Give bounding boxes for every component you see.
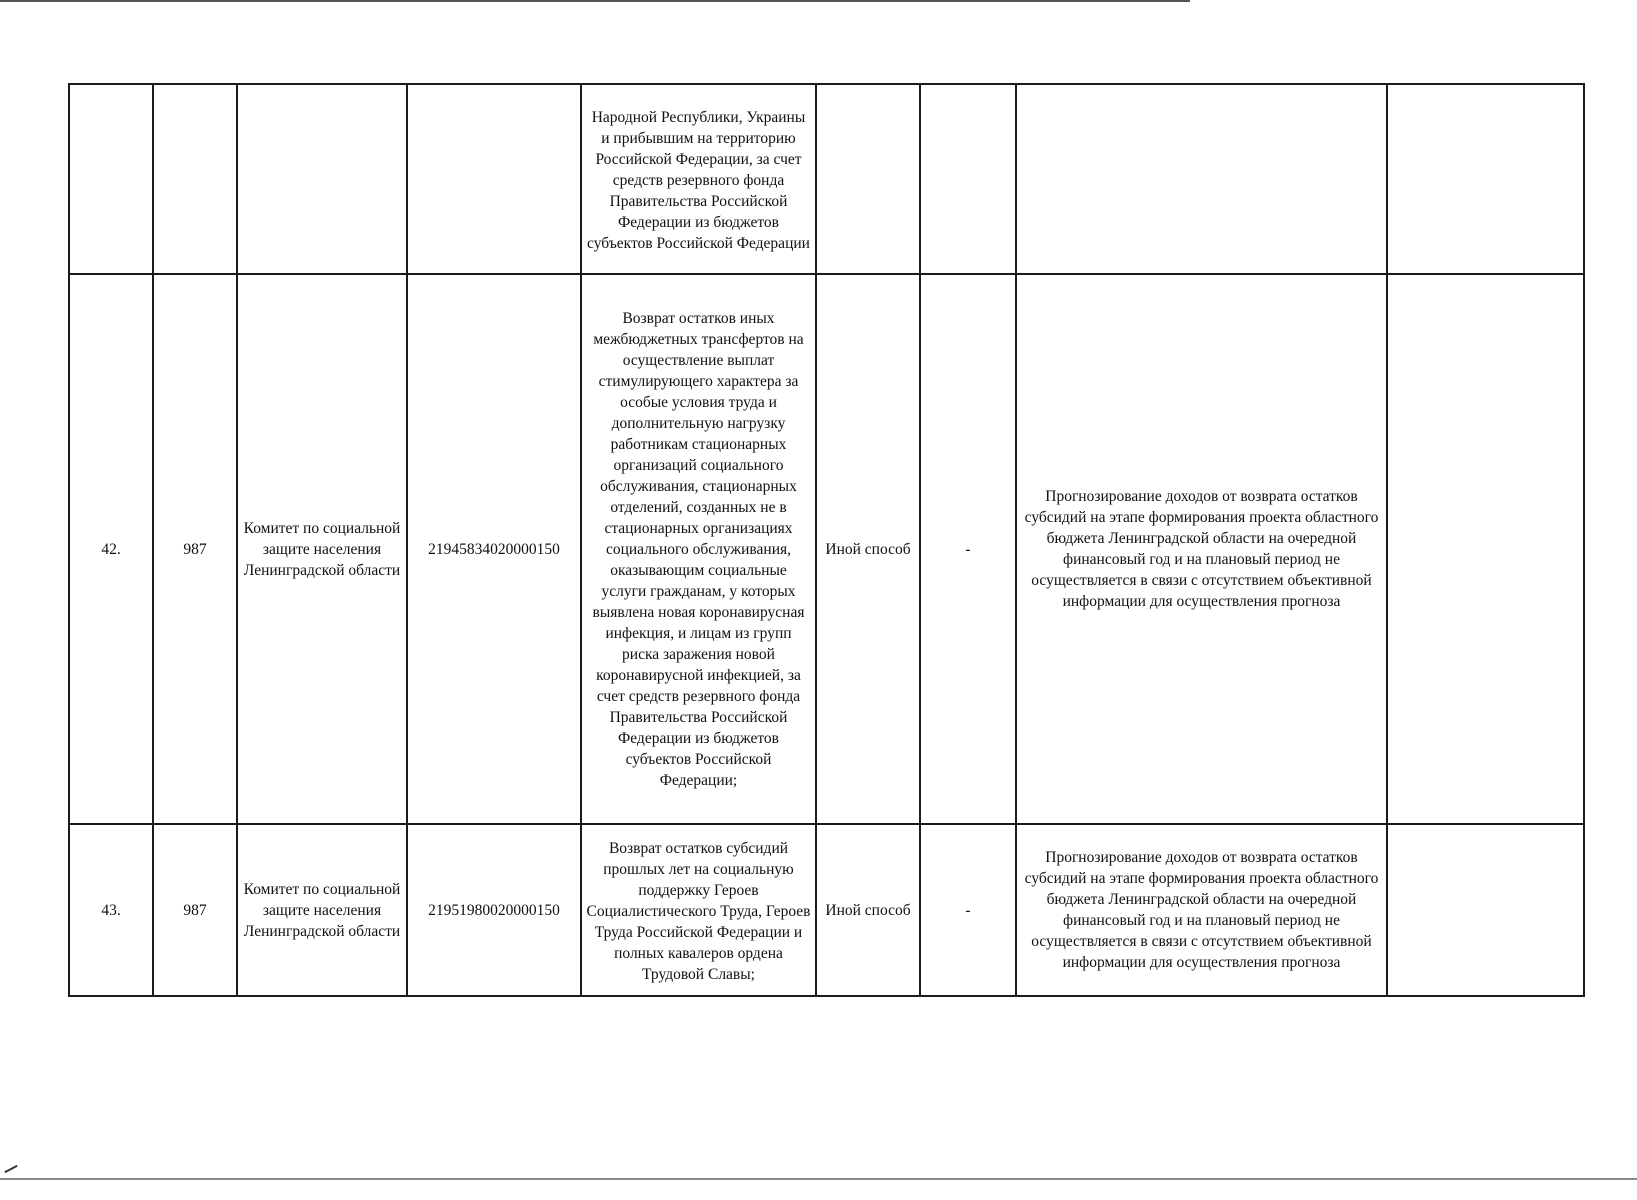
scan-top-edge xyxy=(0,0,1190,2)
cell-note: Прогнозирование доходов от возврата остатков субсидий на этапе формирования проекта областного бюджета Ленинградской области на очередной финансовый год и на плановый период не осуществляется в связи с отсутствием объективной информации для осуществления прогноза xyxy=(1016,274,1387,824)
table-row-continuation xyxy=(69,84,1584,274)
scan-bottom-edge xyxy=(0,1178,1637,1180)
cell-kbk xyxy=(407,84,581,274)
cell-number xyxy=(69,84,153,274)
cell-method: Иной способ xyxy=(816,824,920,996)
cell-method: Иной способ xyxy=(816,274,920,824)
cell-administrator: Комитет по социальной защите населения Ленинградской области xyxy=(237,274,407,824)
cell-note xyxy=(1016,84,1387,274)
cell-kbk: 21945834020000150 xyxy=(407,274,581,824)
cell-description: Народной Республики, Украины и прибывшим на территорию Российской Федерации, за счет средств резервного фонда Правительства Российской Федерации из бюджетов субъектов Российской Федерации xyxy=(581,84,816,274)
cell-formula: - xyxy=(920,824,1016,996)
cell-note: Прогнозирование доходов от возврата остатков субсидий на этапе формирования проекта областного бюджета Ленинградской области на очередной финансовый год и на плановый период не осуществляется в связи с отсутствием объективной информации для осуществления прогноза xyxy=(1016,824,1387,996)
table-row xyxy=(69,824,1584,996)
cell-description: Возврат остатков субсидий прошлых лет на социальную поддержку Героев Социалистического Труда, Героев Труда Российской Федерации и полных кавалеров ордена Трудовой Славы; xyxy=(581,824,816,996)
cell-kbk: 21951980020000150 xyxy=(407,824,581,996)
cell-formula: - xyxy=(920,274,1016,824)
cell-extra xyxy=(1387,824,1584,996)
cell-code xyxy=(153,84,237,274)
cell-number: 42. xyxy=(69,274,153,824)
table-row xyxy=(69,274,1584,824)
cell-code: 987 xyxy=(153,274,237,824)
cell-administrator xyxy=(237,84,407,274)
cell-description: Возврат остатков иных межбюджетных трансфертов на осуществление выплат стимулирующего характера за особые условия труда и дополнительную нагрузку работникам стационарных организаций социального обслуживания, стационарных отделений, созданных не в стационарных организациях социального обслуживания, оказывающим социальные услуги гражданам, у которых выявлена новая коронавирусная инфекция, и лицам из групп риска заражения новой коронавирусной инфекцией, за счет средств резервного фонда Правительства Российской Федерации из бюджетов субъектов Российской Федерации; xyxy=(581,274,816,824)
cell-method xyxy=(816,84,920,274)
cell-code: 987 xyxy=(153,824,237,996)
cell-formula xyxy=(920,84,1016,274)
revenue-forecast-table xyxy=(68,83,1585,997)
cell-number: 43. xyxy=(69,824,153,996)
scan-mark xyxy=(4,1165,17,1173)
cell-administrator: Комитет по социальной защите населения Ленинградской области xyxy=(237,824,407,996)
cell-extra xyxy=(1387,274,1584,824)
cell-extra xyxy=(1387,84,1584,274)
